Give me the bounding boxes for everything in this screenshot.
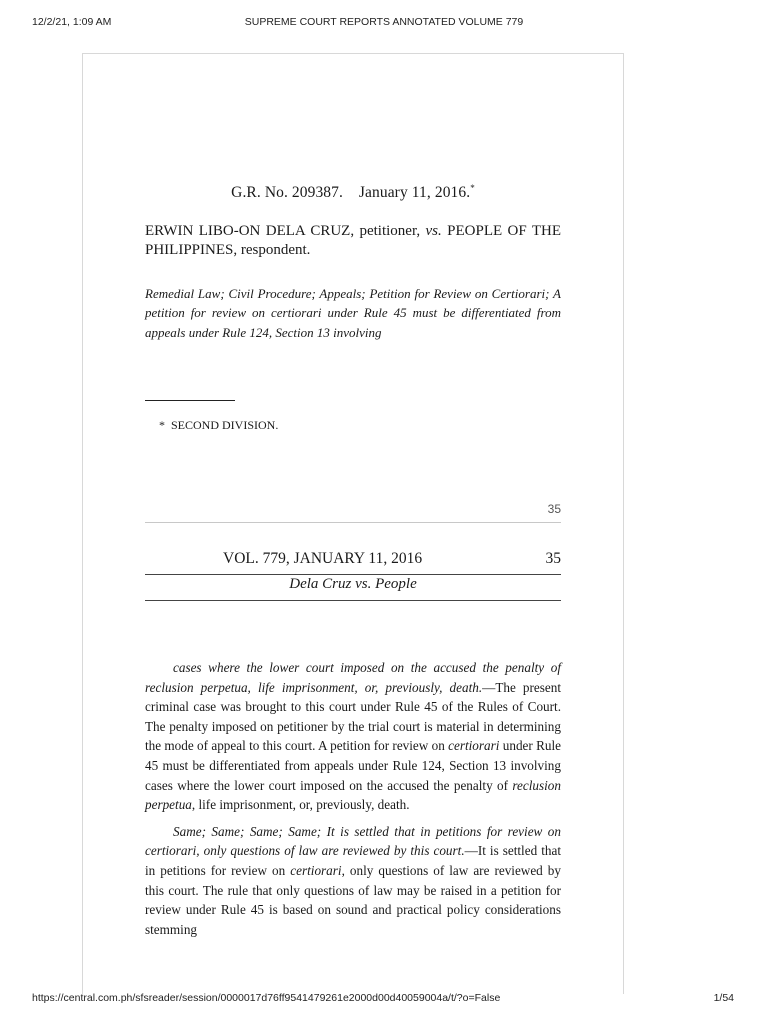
running-head-page: 35	[545, 550, 561, 567]
petitioner-name: ERWIN LIBO-ON DELA CRUZ	[145, 223, 351, 239]
case-parties	[145, 222, 561, 260]
keynote-1: cases where the lower court imposed on the accused the penalty of reclusion perpetua, life imprisonment, or, previously, death.	[145, 660, 561, 695]
running-head-volume: VOL. 779, JANUARY 11, 2016	[223, 550, 423, 567]
print-title: SUPREME COURT REPORTS ANNOTATED VOLUME 779	[244, 16, 524, 28]
print-datetime: 12/2/21, 1:09 AM	[32, 16, 112, 28]
keynote-2: Same; Same; Same; Same; It is settled that in petitions for review on certiorari, only questions of law are reviewed by this court.	[145, 823, 561, 859]
document-page	[82, 53, 624, 994]
print-footer	[0, 992, 768, 1008]
petitioner-role: , petitioner,	[350, 223, 426, 239]
running-head-rule-bottom	[145, 600, 561, 601]
page-number: 35	[547, 502, 561, 516]
syllabus-paragraph-2: Same; Same; Same; Same; It is settled that in petitions for review on certiorari, only questions of law are reviewed by this court.—It is settled that in petitions for review on certiorari, only questions of law are reviewed by this court. The rule that only questions of law may be raised in a petition for review under Rule 45 is based on sound and practical policy considerations stemming	[145, 823, 561, 937]
case-heading	[145, 184, 561, 202]
syllabus-intro: Remedial Law; Civil Procedure; Appeals; Petition for Review on Certiorari; A petition for review on certiorari under Rule 45 must be differentiated from appeals under Rule 124, Section 13 involving	[145, 286, 561, 340]
running-head-rule-top	[145, 574, 561, 575]
decision-date: January 11, 2016.	[358, 184, 471, 201]
respondent-name: PEOPLE OF THE PHILIPPINES	[145, 223, 561, 258]
gr-number: G.R. No. 209387.	[231, 184, 343, 201]
syllabus-body	[145, 658, 561, 939]
footnote	[145, 418, 561, 433]
footnote-marker: *	[470, 182, 475, 193]
footnote-star: *	[159, 418, 165, 432]
print-url: https://central.com.ph/sfsreader/session/0000017d76ff9541479261e2000d00d40059004a/t/?o=False	[32, 992, 501, 1004]
print-header	[0, 16, 768, 32]
syllabus-paragraph-1: cases where the lower court imposed on the accused the penalty of reclusion perpetua, life imprisonment, or, previously, death.—The present criminal case was brought to this court under Rule 45 of the Rules of Court. The penalty imposed on petitioner by the trial court is material in determining the mode of appeal to this court. A petition for review on certiorari under Rule 45 must be differentiated from appeals under Rule 124, Section 13 involving cases where the lower court imposed on the accused the penalty of reclusion perpetua, life imprisonment, or, previously, death.	[145, 660, 562, 813]
footnote-divider	[145, 400, 235, 401]
short-case-title: Dela Cruz vs. People	[289, 576, 417, 592]
running-head	[145, 550, 561, 570]
print-page-indicator: 1/54	[713, 992, 734, 1004]
respondent-role: , respondent.	[233, 242, 311, 258]
page-break-rule	[145, 522, 561, 523]
footnote-text: SECOND DIVISION.	[171, 418, 279, 432]
versus: vs.	[425, 223, 442, 239]
